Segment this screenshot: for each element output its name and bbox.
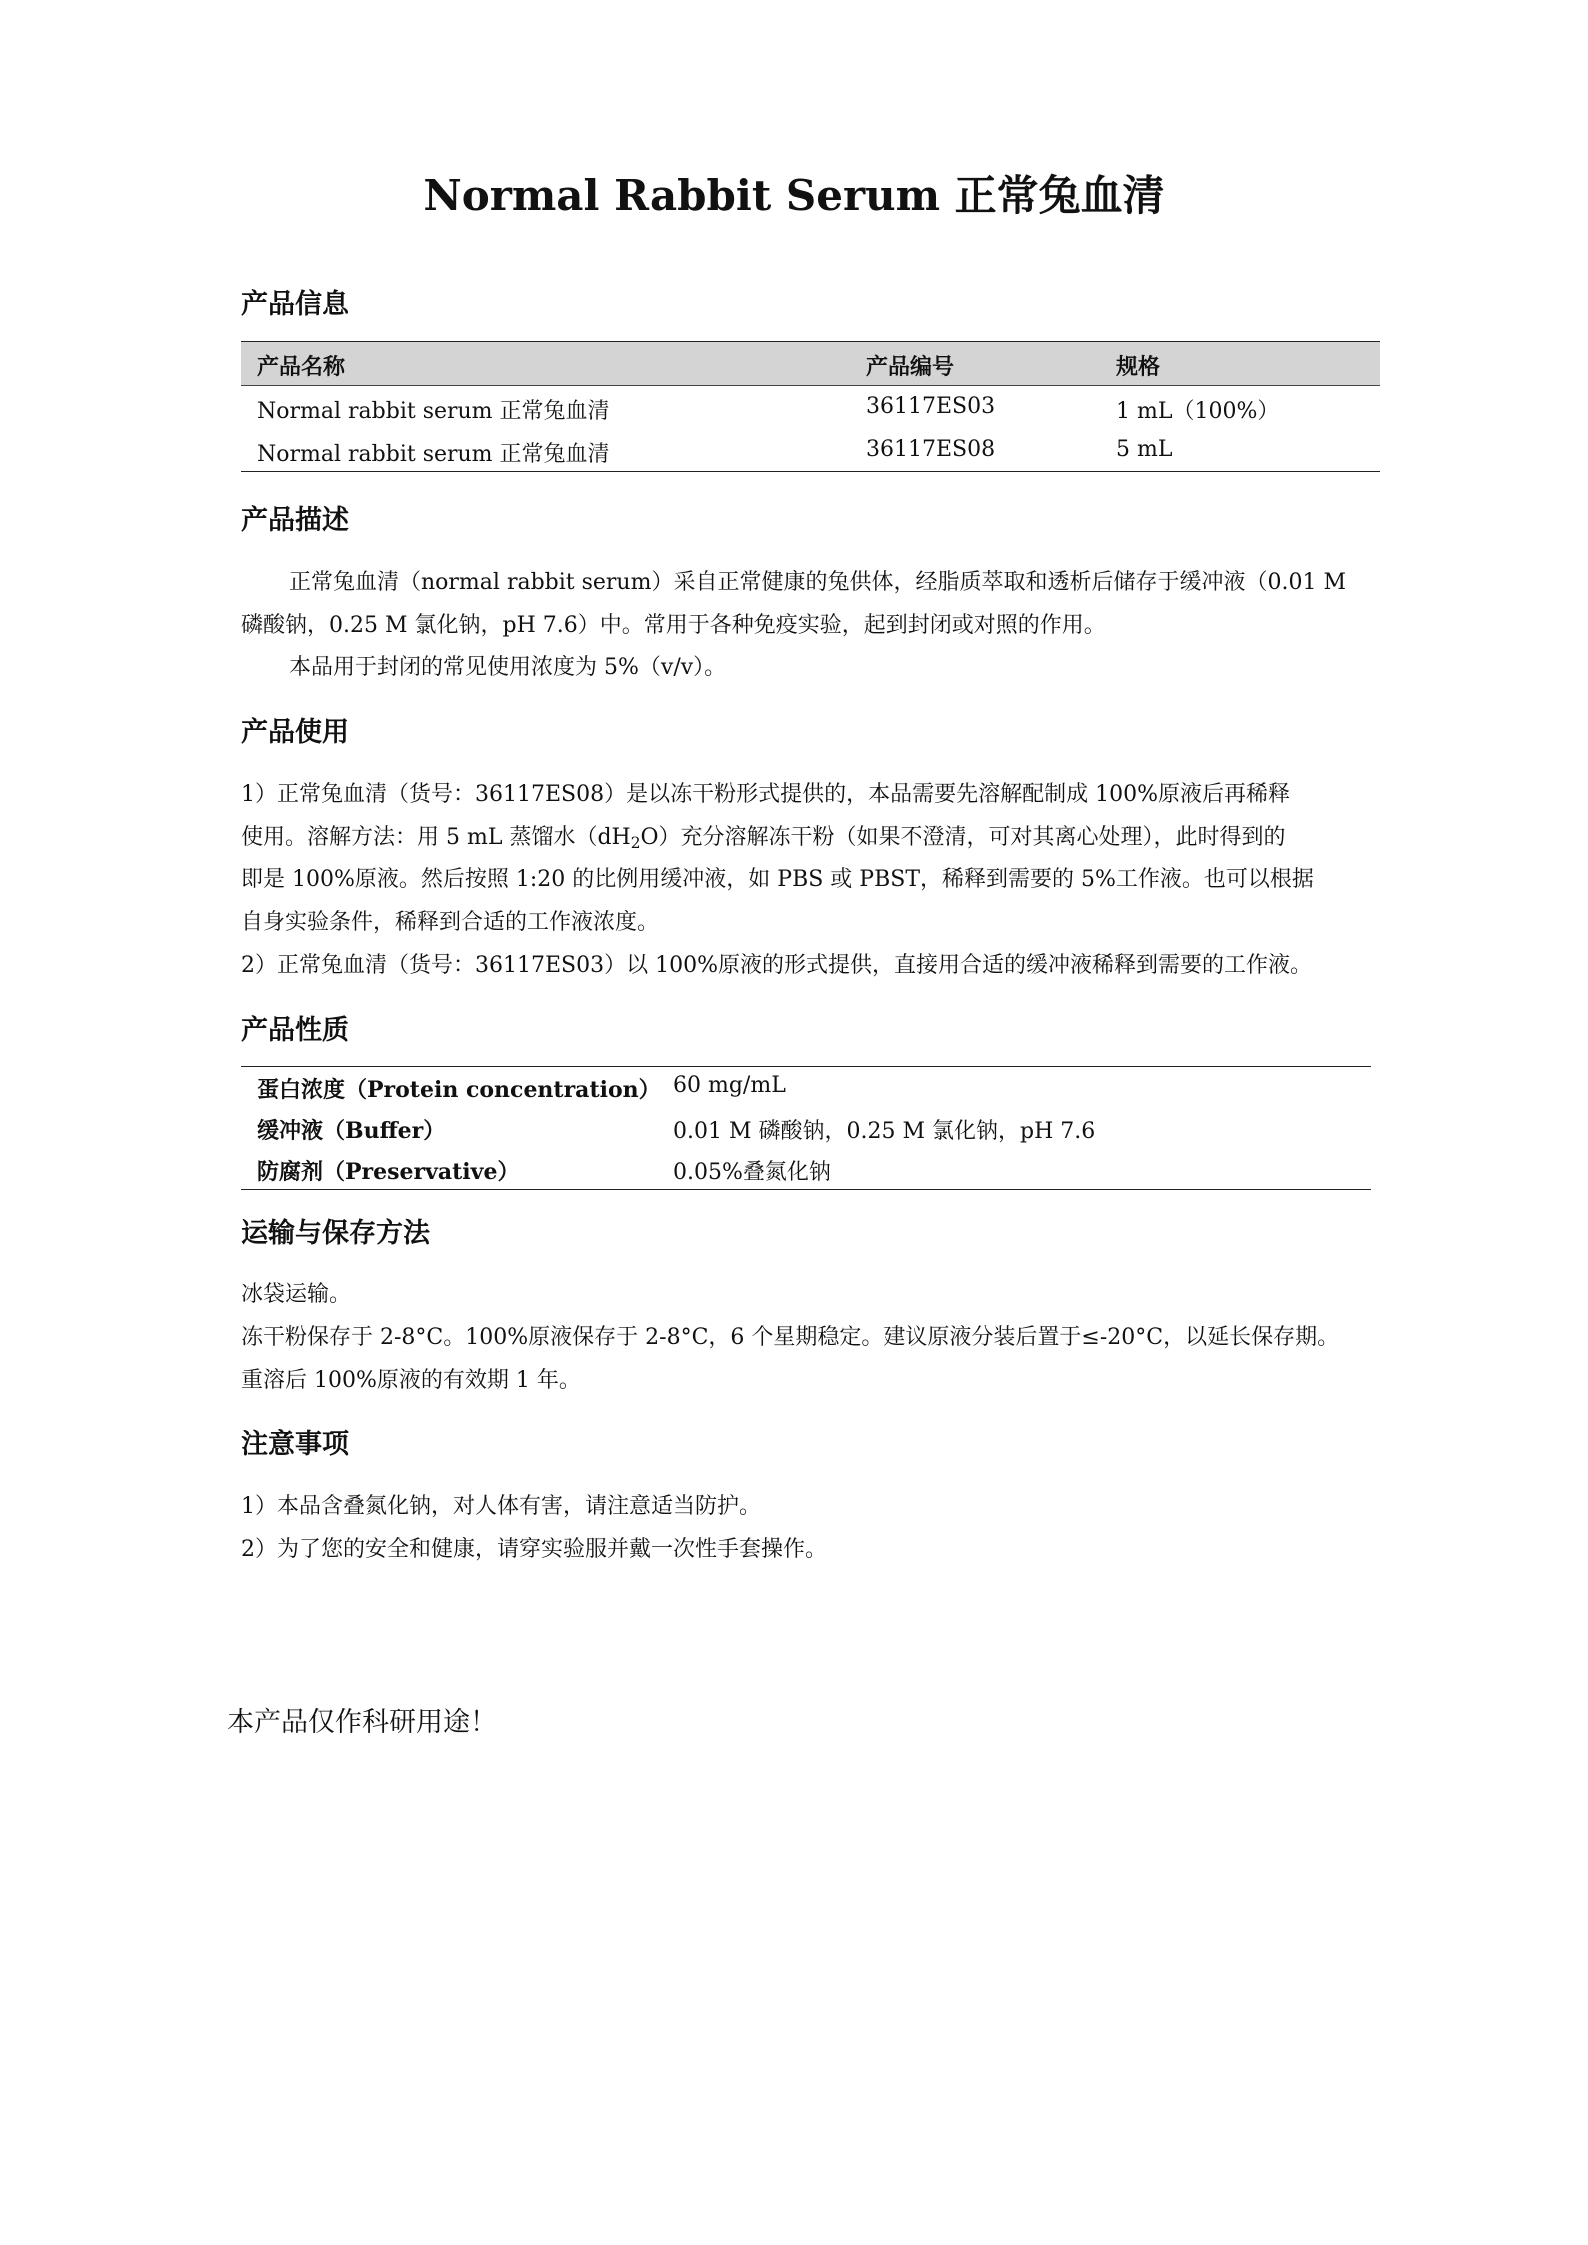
property-value: 60 mg/mL: [673, 1073, 786, 1098]
table-cell-spec: 5 mL: [1116, 437, 1173, 462]
usage-line: 1）正常兔血清（货号：36117ES08）是以冻干粉形式提供的，本品需要先溶解配制成 100%原液后再稀释: [241, 782, 1290, 807]
table-header-background: [241, 342, 1380, 385]
section-heading-properties: 产品性质: [241, 1015, 349, 1046]
property-value: 0.01 M 磷酸钠，0.25 M 氯化钠，pH 7.6: [673, 1119, 1096, 1144]
usage-line: 2）正常兔血清（货号：36117ES03）以 100%原液的形式提供，直接用合适的缓冲液稀释到需要的工作液。: [241, 953, 1312, 978]
table-top-rule: [241, 341, 1380, 342]
usage-text: O）充分溶解冻干粉（如果不澄清，可对其离心处理），此时得到的: [640, 825, 1286, 850]
note-line: 1）本品含叠氮化钠，对人体有害，请注意适当防护。: [241, 1494, 761, 1519]
table-header-cell: 产品编号: [866, 354, 955, 380]
storage-line: 冻干粉保存于 2-8°C。100%原液保存于 2-8°C，6 个星期稳定。建议原液分装后置于≤-20°C，以延长保存期。: [241, 1325, 1340, 1350]
property-label: 防腐剂（Preservative）: [257, 1159, 520, 1185]
table-cell-code: 36117ES03: [866, 394, 996, 419]
page-title: Normal Rabbit Serum 正常兔血清: [423, 171, 1165, 220]
usage-text: 使用。溶解方法：用 5 mL 蒸馏水（dH: [241, 825, 631, 850]
usage-line: 即是 100%原液。然后按照 1:20 的比例用缓冲液，如 PBS 或 PBST，稀释到需要的 5%工作液。也可以根据: [241, 867, 1314, 892]
property-value: 0.05%叠氮化钠: [673, 1160, 831, 1185]
table-header-cell: 规格: [1116, 354, 1161, 380]
property-label: 缓冲液（Buffer）: [257, 1118, 446, 1144]
usage-line: [241, 820, 1286, 851]
footer-notice: 本产品仅作科研用途！: [227, 1707, 497, 1738]
section-heading-usage: 产品使用: [241, 717, 349, 748]
note-line: 2）为了您的安全和健康，请穿实验服并戴一次性手套操作。: [241, 1537, 827, 1562]
section-heading-notes: 注意事项: [241, 1429, 349, 1460]
table-top-rule: [241, 1066, 1371, 1067]
section-heading-info: 产品信息: [241, 289, 349, 320]
table-header-cell: 产品名称: [257, 354, 346, 380]
storage-line: 冰袋运输。: [241, 1282, 352, 1307]
table-bottom-rule: [241, 1189, 1371, 1190]
table-cell-name: Normal rabbit serum 正常兔血清: [257, 399, 610, 424]
storage-line: 重溶后 100%原液的有效期 1 年。: [241, 1368, 581, 1393]
table-cell-spec: 1 mL（100%）: [1116, 399, 1280, 424]
description-paragraph-line: 本品用于封闭的常见使用浓度为 5%（v/v）。: [289, 655, 727, 680]
usage-line: 自身实验条件，稀释到合适的工作液浓度。: [241, 910, 660, 935]
usage-subscript: 2: [630, 833, 641, 852]
section-heading-description: 产品描述: [241, 505, 349, 536]
description-paragraph-line: 磷酸钠，0.25 M 氯化钠，pH 7.6）中。常用于各种免疫实验，起到封闭或对照的作用。: [241, 613, 1106, 638]
section-heading-storage: 运输与保存方法: [241, 1218, 430, 1249]
table-cell-name: Normal rabbit serum 正常兔血清: [257, 442, 610, 467]
table-bottom-rule: [241, 471, 1380, 472]
description-paragraph-line: 正常兔血清（normal rabbit serum）采自正常健康的兔供体，经脂质萃取和透析后储存于缓冲液（0.01 M: [289, 570, 1346, 595]
table-header-rule: [241, 385, 1380, 386]
property-label: 蛋白浓度（Protein concentration）: [257, 1077, 661, 1103]
table-cell-code: 36117ES08: [866, 437, 996, 462]
